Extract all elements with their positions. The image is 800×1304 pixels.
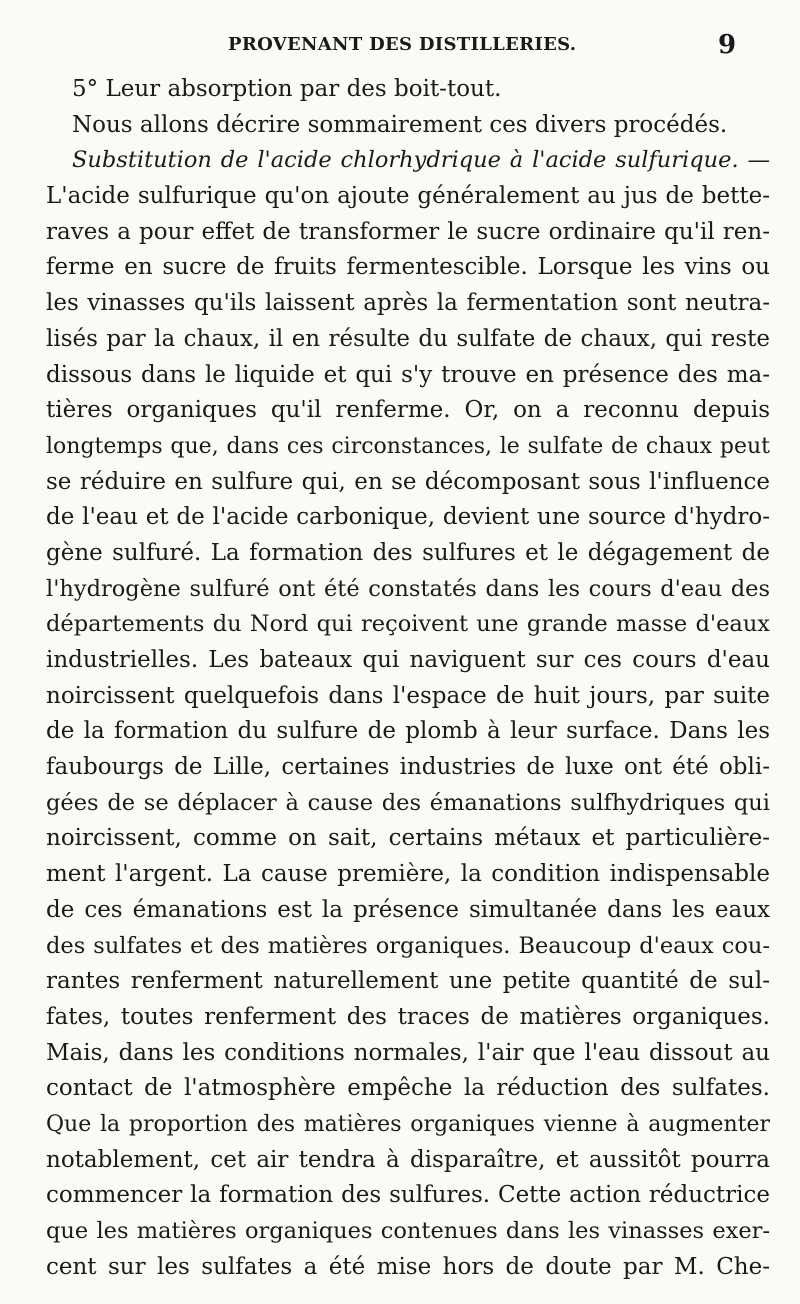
text-line: tières organiques qu'il renferme. Or, on a reconnu depuis [46,397,770,424]
text-line: notablement, cet air tendra à disparaître, et aussitôt pourra [46,1146,770,1173]
text-line: gène sulfuré. La formation des sulfures et le dégagement de [46,539,770,566]
text-line: cent sur les sulfates a été mise hors de doute par M. Che- [46,1253,770,1280]
text-line: noircissent, comme on sait, certains métaux et particulière- [46,825,770,852]
body-text [46,72,770,1285]
running-head [0,30,800,64]
text-line: de l'eau et de l'acide carbonique, devient une source d'hydro- [46,504,770,531]
text-line: fates, toutes renferment des traces de matières organiques. [46,1003,770,1030]
section-heading-line: Substitution de l'acide chlorhydrique à l'acide sulfurique. — [72,147,770,174]
text-line: que les matières organiques contenues dans les vinasses exer- [46,1218,770,1244]
text-line: de ces émanations est la présence simultanée dans les eaux [46,896,770,923]
text-line: contact de l'atmosphère empêche la réduction des sulfates. [46,1075,770,1102]
text-line: L'acide sulfurique qu'on ajoute généralement au jus de bette- [46,183,770,210]
text-line: dissous dans le liquide et qui s'y trouve en présence des ma- [46,361,770,388]
text-line: commencer la formation des sulfures. Cette action réductrice [46,1182,770,1209]
text-line: lisés par la chaux, il en résulte du sulfate de chaux, qui reste [46,325,770,352]
text-line: ment l'argent. La cause première, la condition indispensable [46,861,770,888]
text-line: noircissent quelquefois dans l'espace de huit jours, par suite [46,682,770,709]
text-line: départements du Nord qui reçoivent une grande masse d'eaux [46,611,770,638]
page-number: 9 [718,30,737,60]
text-line: rantes renferment naturellement une petite quantité de sul- [46,968,770,995]
text-line: Nous allons décrire sommairement ces divers procédés. [72,111,728,138]
text-line: Que la proportion des matières organiques vienne à augmenter [46,1111,770,1137]
text-line: raves a pour effet de transformer le sucre ordinaire qu'il ren- [46,218,770,245]
text-line: des sulfates et des matières organiques. Beaucoup d'eaux cou- [46,932,770,959]
text-line: gées de se déplacer à cause des émanations sulfhydriques qui [46,789,770,816]
text-line: faubourgs de Lille, certaines industries de luxe ont été obli- [46,754,770,781]
text-line: longtemps que, dans ces circonstances, le sulfate de chaux peut [46,433,770,459]
text-line: de la formation du sulfure de plomb à leur surface. Dans les [46,718,770,745]
text-line: les vinasses qu'ils laissent après la fermentation sont neutra- [46,290,770,317]
running-title: PROVENANT DES DISTILLERIES. [228,34,577,55]
text-line: se réduire en sulfure qui, en se décomposant sous l'influence [46,468,770,495]
text-line: 5° Leur absorption par des boit-tout. [72,76,502,102]
text-line: l'hydrogène sulfuré ont été constatés dans les cours d'eau des [46,575,770,602]
text-line: industrielles. Les bateaux qui naviguent sur ces cours d'eau [46,647,770,673]
text-line: ferme en sucre de fruits fermentescible. Lorsque les vins ou [46,254,770,281]
text-line: Mais, dans les conditions normales, l'air que l'eau dissout au [46,1039,770,1066]
